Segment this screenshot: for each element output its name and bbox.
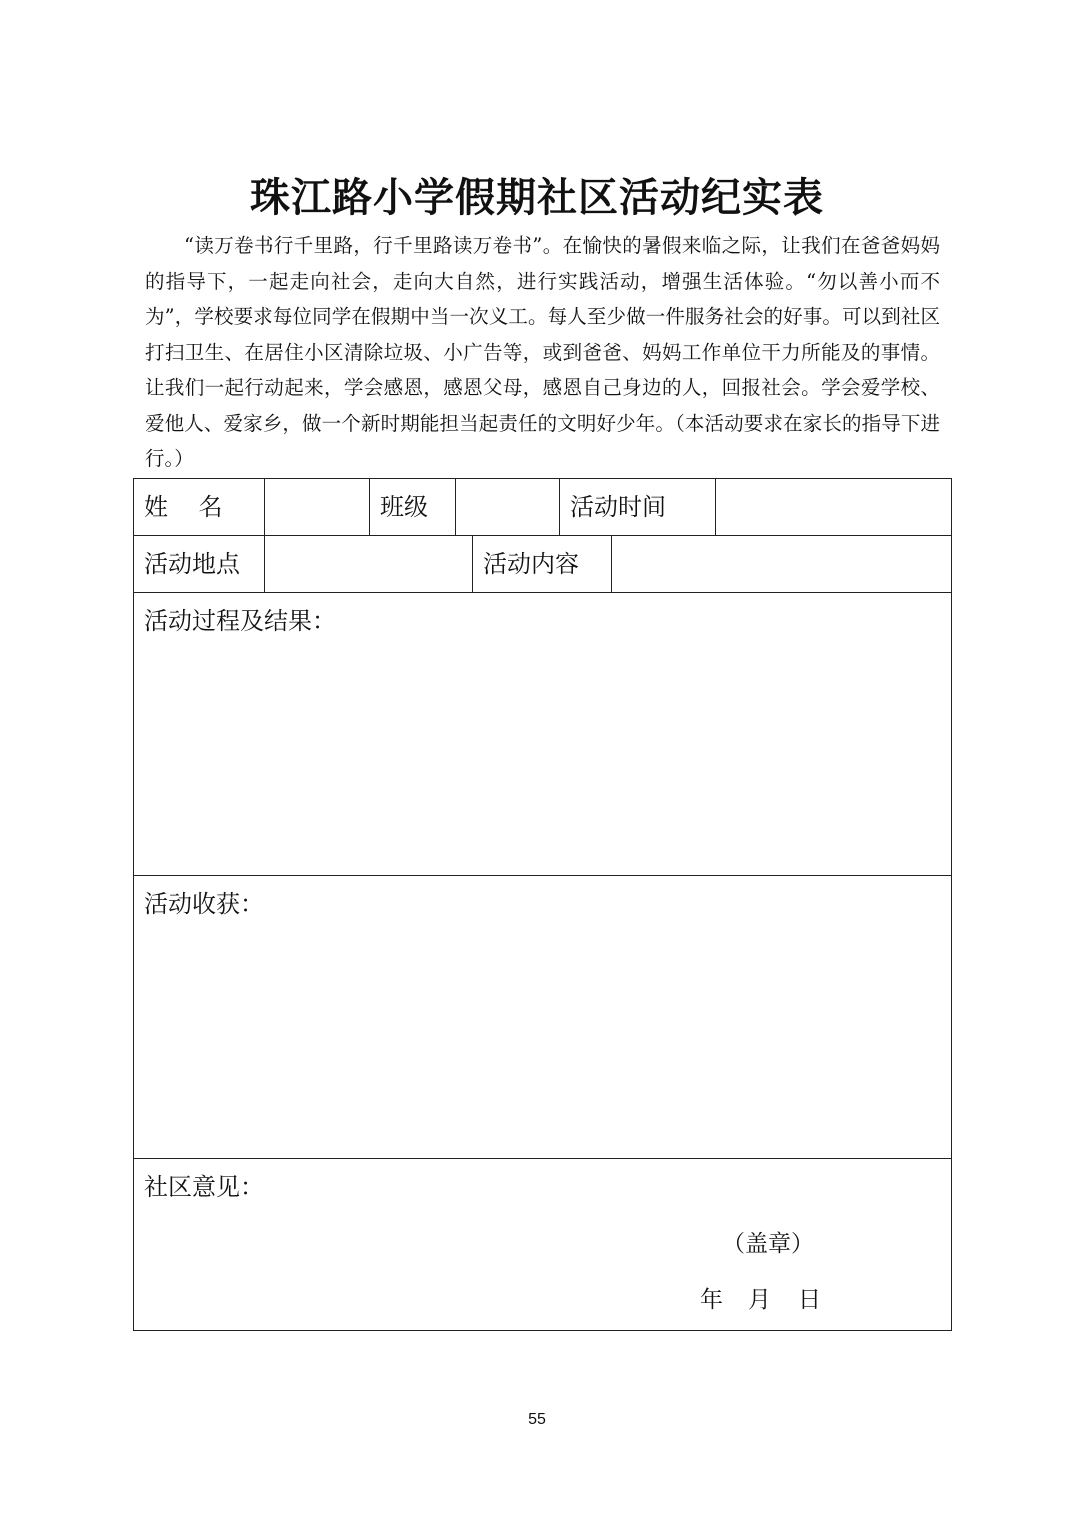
page-number: 55: [528, 1411, 546, 1428]
community-area[interactable]: [134, 1159, 951, 1330]
stamp-note: （盖章）: [722, 1231, 814, 1257]
date-line: [700, 1286, 821, 1314]
class-field[interactable]: [456, 479, 560, 535]
process-area[interactable]: [134, 593, 951, 876]
intro-paragraph: “读万卷书行千里路，行千里路读万卷书”。在愉快的暑假来临之际，让我们在爸爸妈妈的指导下，一起走向社会，走向大自然，进行实践活动，增强生活体验。“勿以善小而不为”，学校要求每位同学在假期中当一次义工。每人至少做一件服务社会的好事。可以到社区打扫卫生、在居住小区清除垃圾、小广告等，或到爸爸、妈妈工作单位干力所能及的事情。让我们一起行动起来，学会感恩，感恩父母，感恩自己身边的人，回报社会。学会爱学校、爱他人、爱家乡，做一个新时期能担当起责任的文明好少年。（本活动要求在家长的指导下进行。）: [145, 234, 940, 470]
harvest-area[interactable]: [134, 876, 951, 1159]
place-label: 活动地点: [134, 536, 265, 592]
day-label: 日: [798, 1287, 821, 1313]
community-label: 社区意见：: [144, 1173, 264, 1201]
form-row-place: [134, 536, 951, 593]
time-label: 活动时间: [560, 479, 716, 535]
page-title: 珠江路小学假期社区活动纪实表: [250, 175, 824, 221]
year-label: 年: [700, 1287, 723, 1313]
time-field[interactable]: [716, 479, 951, 535]
content-label: 活动内容: [473, 536, 612, 592]
record-form-table: [133, 478, 952, 1331]
form-row-basic: [134, 479, 951, 536]
name-label: 姓 名: [134, 479, 265, 535]
class-label: 班级: [370, 479, 456, 535]
name-field[interactable]: [265, 479, 370, 535]
content-field[interactable]: [612, 536, 951, 592]
place-field[interactable]: [265, 536, 473, 592]
harvest-label: 活动收获：: [144, 890, 264, 918]
process-label: 活动过程及结果：: [144, 607, 336, 635]
month-label: 月: [748, 1287, 771, 1313]
